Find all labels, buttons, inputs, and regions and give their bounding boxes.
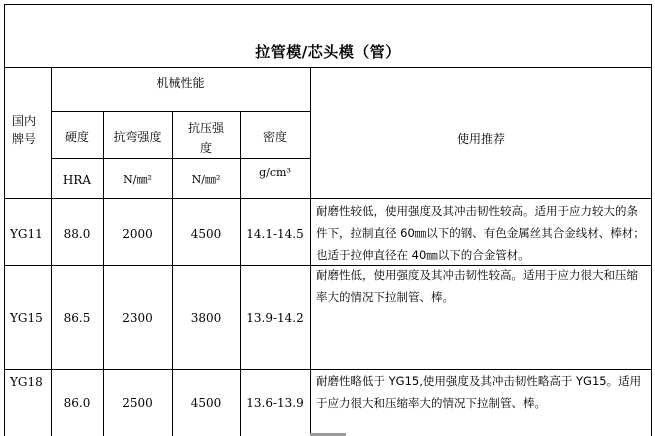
header-mechanical: 机械性能 <box>156 76 205 90</box>
row-grade: YG18 <box>10 375 43 389</box>
unit-hardness: HRA <box>62 173 92 187</box>
grid-line <box>51 67 52 436</box>
unit-bending: N/㎜² <box>123 173 152 186</box>
grid-line <box>4 198 652 199</box>
grid-line <box>103 111 104 436</box>
row-grade: YG15 <box>10 311 43 325</box>
row-compressive: 3800 <box>190 311 222 325</box>
grid-line <box>51 111 310 112</box>
title-cell <box>5 5 651 68</box>
row-bending: 2300 <box>122 311 153 325</box>
row-density: 14.1-14.5 <box>246 227 304 241</box>
row-usage: 耐磨性低，使用强度及其冲击韧性较高。适用于应力很大和压缩率大的情况下拉制管、棒。 <box>316 268 638 304</box>
header-compressive: 抗压强 度 <box>187 121 224 155</box>
header-hardness: 硬度 <box>64 130 89 144</box>
header-density: 密度 <box>262 130 287 144</box>
row-density: 13.9-14.2 <box>246 311 304 325</box>
header-usage: 使用推荐 <box>456 132 505 146</box>
row-hardness: 86.5 <box>63 311 91 325</box>
row-bending: 2500 <box>122 396 153 410</box>
grid-line <box>310 67 311 436</box>
grid-line <box>51 158 310 159</box>
row-hardness: 86.0 <box>63 396 91 410</box>
row-hardness: 88.0 <box>63 227 91 241</box>
row-usage: 耐磨性略低于 YG15,使用强度及其冲击韧性略高于 YG15。适用于应力很大和压缩率大的情况下拉制管、棒。 <box>316 374 642 410</box>
header-brand: 国内 牌号 <box>12 114 37 146</box>
table-title: 拉管模/芯头模（管） <box>255 43 401 61</box>
unit-compressive: N/㎜² <box>191 173 221 186</box>
row-compressive: 4500 <box>190 227 222 241</box>
unit-density: g/cm³ <box>259 166 291 179</box>
row-density: 13.6-13.9 <box>246 396 304 410</box>
row-compressive: 4500 <box>190 396 222 410</box>
row-bending: 2000 <box>122 227 153 241</box>
grid-line <box>240 111 241 436</box>
row-usage: 耐磨性较低，使用强度及其冲击韧性较高。适用于应力较大的条件下，拉制直径 60㎜以下的钢、有色金属丝其合金线材、棒材；也适于拉伸直径在 40㎜以下的合金管材。 <box>316 204 645 262</box>
row-grade: YG11 <box>10 227 43 241</box>
grid-line <box>172 111 173 436</box>
header-bending: 抗弯强度 <box>113 130 162 144</box>
